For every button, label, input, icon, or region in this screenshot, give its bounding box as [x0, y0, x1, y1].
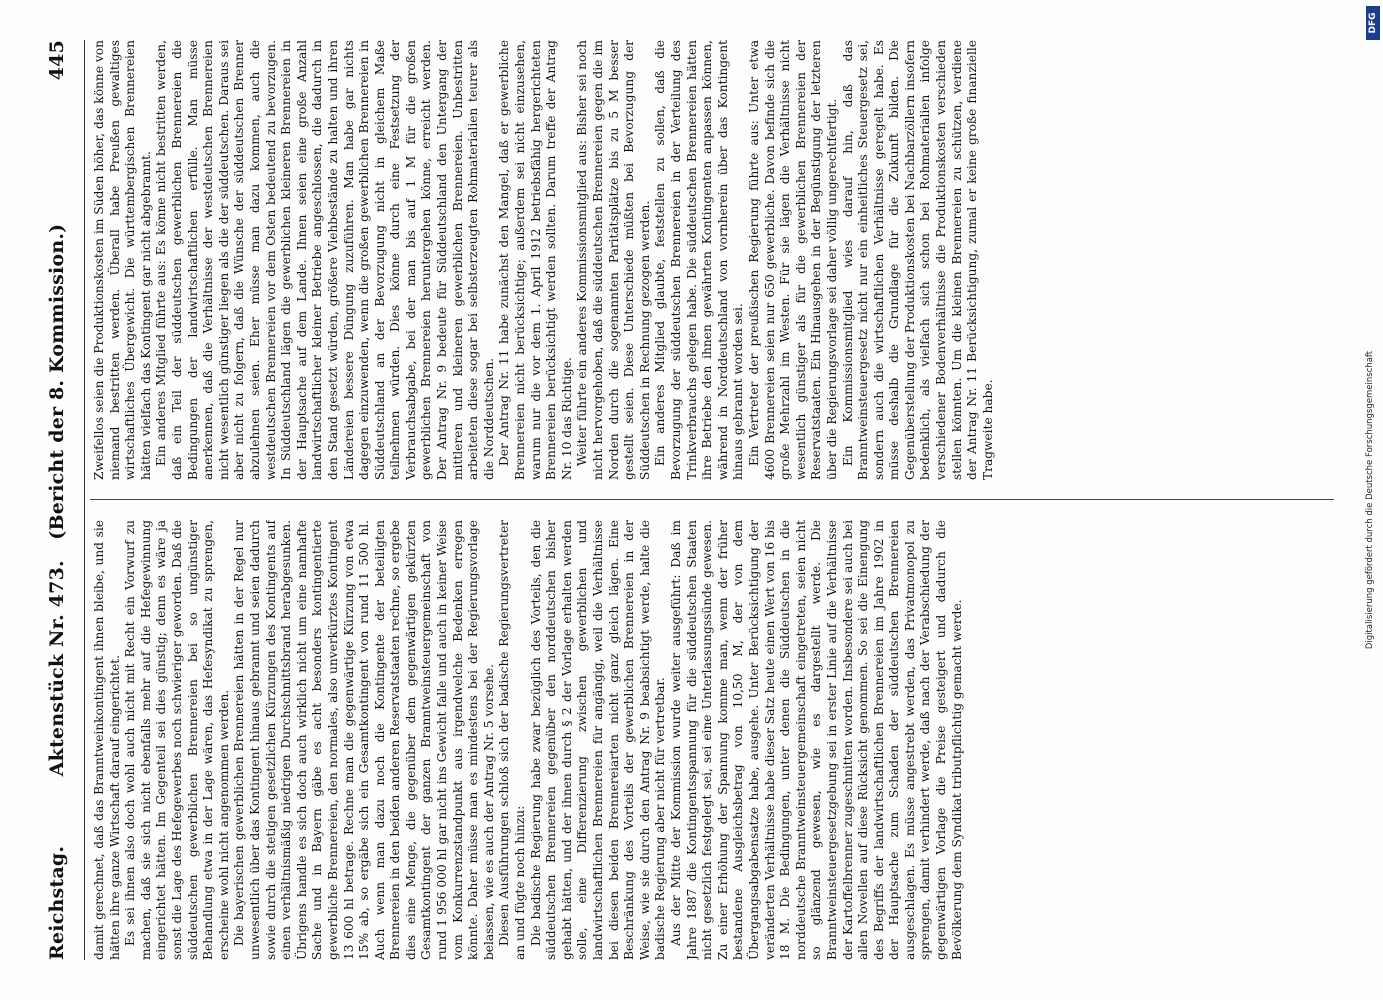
paragraph: Ein anderes Mitglied glaubte, feststellen zu sollen, daß die Bevorzugung der süddeutschen Brennereien in der Verteilung des Trinkverbrauchs gelegen habe. Die süddeutschen Brennereien hätten ihre Betriebe den ihnen gewährten Kontingenten anpassen können, während in Norddeutschland von vornherein über das Kontingent hinaus gebrannt worden sei.	[652, 40, 745, 480]
paragraph: Der Antrag Nr. 11 habe zunächst den Mangel, daß er gewerbliche Brennereien nicht berücksichtige; außerdem sei nicht einzusehen, warum nur die vor dem 1. April 1912 betriebsfähig hergerichteten Brennereien berücksichtigt werden sollten. Darum treffe der Antrag Nr. 10 das Richtige.	[496, 40, 574, 480]
paragraph: Diesen Ausführungen schloß sich der badische Regierungsvertreter an und fügte noch hinzu:	[496, 520, 527, 960]
document-page	[42, 40, 1342, 960]
digitization-note-text: Digitalisierung gefördert durch die Deutsche Forschungsgemeinschaft	[1365, 350, 1375, 650]
paragraph: damit gerechnet, daß das Branntweinkontingent ihnen bleibe, und sie hätten ihre ganze Wirtschaft darauf eingerichtet.	[91, 520, 122, 960]
paragraph: Ein Kommissionsmitglied wies darauf hin, daß das Branntweinsteuergesetz nicht nur ein einheitliches Steuergesetz sei, sondern auch die wirtschaftlichen Verhältnisse geregelt habe. Es müsse deshalb die Grundlage für die Zukunft bilden. Die Gegenüberstellung der Produktionskosten bei Nachbarzöllern insofern bedenklich, als vielfach sich schon bei Rohmaterialien infolge verschiedener Bodenverhältnisse die Produktionskosten verschieden stellen könnten. Um die kleinen Brennereien zu schützen, verdiene der Antrag Nr. 11 Berücksichtigung, zumal er keine große finanzielle Tragweite habe.	[840, 40, 995, 480]
header-aktenstueck	[45, 40, 68, 960]
dfg-logo-text: DFG	[1368, 12, 1378, 34]
digitization-note	[1363, 20, 1377, 980]
right-column	[92, 40, 1342, 480]
header-middle: Aktenstück Nr. 473.	[45, 560, 68, 777]
paragraph: Zweifellos seien die Produktionskosten im Süden höher, das könne von niemand bestritten werden. Überall habe Preußen gewaltiges wirtschaftliches Übergewicht. Die württembergischen Brennereien hätten vielfach das Kontingent gar nicht abgebrannt.	[91, 40, 153, 480]
paragraph: Die badische Regierung habe zwar bezüglich des Vorteils, den die süddeutschen Brennereien gegenüber den norddeutschen bisher gehabt hätten, und der ihnen durch § 2 der Vorlage erhalten werden solle, eine Differenzierung zwischen gewerblichen und landwirtschaftlichen Brennereien für angängig, weil die Verhältnisse bei diesen beiden Brennereiarten nicht ganz gleich lägen. Eine Beschränkung des Vorteils der gewerblichen Brennereien in der Weise, wie sie durch den Antrag Nr. 9 beabsichtigt werde, halte die badische Regierung aber nicht für vertretbar.	[528, 520, 667, 960]
header-bericht: (Bericht der 8. Kommission.)	[45, 223, 68, 540]
page-number: 445	[45, 40, 68, 81]
paragraph: Die bayerischen gewerblichen Brennereien hätten in der Regel nur unwesentlich über das Kontingent hinaus gebrannt und seien dadurch sowie durch die stetigen gesetzlichen Kürzungen des Kontingents auf einen verhältnismäßig niedrigen Durchschnittsbrand herabgesunken. Übrigens handle es sich doch auch wirklich nicht um eine namhafte Sache und in Bayern gäbe es acht besonders kontingentierte gewerbliche Brennereien, den normales, also unverkürztes Kontingent 13 600 hl betrage. Rechne man die gegenwärtige Kürzung von etwa 15% ab, so ergäbe sich ein Gesamtkontingent von rund 11 500 hl. Auch wenn man dazu noch die Kontingente der beteiligten Brennereien in den beiden anderen Reservatstaaten rechne, so ergebe dies eine Menge, die gegenüber dem gegenwärtigen gekürzten Gesamtkontingent der ganzen Branntweinsteuergemeinschaft von rund 1 956 000 hl gar nicht ins Gewicht falle und auch in keiner Weise vom Konkurrenzstandpunkt aus irgendwelche Bedenken erregen könnte. Daher müsse man es mindestens bei der Regierungsvorlage belassen, wie es auch der Antrag Nr. 5 vorsehe.	[231, 520, 496, 960]
running-header	[45, 40, 80, 960]
paragraph: Es sei ihnen also doch wohl auch nicht mit Recht ein Vorwurf zu machen, daß sie sich nicht ebenfalls mehr auf die Hefegewinnung eingerichtet hätten. Im Gegenteil sei dies günstig; denn es wäre ja sonst die Lage des Hefegewerbes noch schwieriger geworden. Daß die süddeutschen gewerblichen Brennereien bei so ungünstiger Behandlung etwa in der Lage wären, das Hefesyndikat zu sprengen, erscheine wohl nicht angenommen werden.	[122, 520, 231, 960]
column-separator	[90, 499, 1334, 500]
header-rule	[84, 40, 85, 960]
header-reichstag: Reichstag.	[45, 845, 68, 960]
paragraph: Ein Vertreter der preußischen Regierung führte aus: Unter etwa 4600 Brennereien seien nur 650 gewerbliche. Davon befinde sich die große Mehrzahl im Westen. Für sie lägen die Verhältnisse nicht wesentlich günstiger als für die gewerblichen Brennereien der Reservatstaaten. Ein Hinausgehen in der Begünstigung der letzteren über die Regierungsvorlage sei daher völlig ungerechtfertigt.	[746, 40, 839, 480]
paragraph: Weiter führte ein anderes Kommissionsmitglied aus: Bisher sei noch nicht hervorgehoben, daß die süddeutschen Brennereien gegen die im Norden durch die sogenannten Paritätsplätze bis zu 5 M besser gestellt seien. Diese Unterschiede müßten bei Bevorzugung der Süddeutschen in Rechnung gezogen werden.	[574, 40, 652, 480]
paragraph: Ein anderes Mitglied führte aus: Es könne nicht bestritten werden, daß ein Teil der süddeutschen gewerblichen Brennereien die Bedingungen der landwirtschaftlichen erfülle. Man müsse anerkennen, daß die Verhältnisse der westdeutschen Brennereien nicht wesentlich günstiger liegen als die der süddeutschen. Daraus sei aber nicht zu folgern, daß die Wünsche der süddeutschen Brenner abzulehnen seien. Eher müsse man dazu kommen, auch die westdeutschen Brennereien vor dem Osten bedeutend zu bevorzugen. In Süddeutschland lägen die gewerblichen kleineren Brennereien in der Hauptsache auf dem Lande. Ihnen seien eine große Anzahl landwirtschaftlicher kleiner Betriebe angeschlossen, die dadurch in den Stand gesetzt würden, größere Viehbestände zu halten und ihren Ländereien bessere Düngung zuzuführen. Man habe gar nichts dagegen einzuwenden, wenn die großen gewerblichen Brennereien in Süddeutschland an der Bevorzugung nicht in gleichem Maße teilnehmen würden. Dies könne durch eine Festsetzung der Verbrauchsabgabe, bei der man bis auf 1 M für die großen gewerblichen Brennereien heruntergehen könne, erreicht werden. Der Antrag Nr. 9 bedeute für Süddeutschland den Untergang der mittleren und kleineren gewerblichen Brennereien. Unbestritten arbeiteten diese sogar bei selbsterzeugten Rohmaterialien teurer als die Norddeutschen.	[153, 40, 496, 480]
left-column	[92, 520, 1342, 960]
paragraph: Aus der Mitte der Kommission wurde weiter ausgeführt: Daß im Jahre 1887 die Kontingentsspannung für die süddeutschen Staaten nicht gesetzlich festgelegt sei, sei eine Unterlassungssünde gewesen. Zu einer Erhöhung der Spannung komme man, wenn der früher bestandene Ausgleichsbetrag von 10,50 M, der von dem Übergangsabgabensatze habe, ausgehe. Unter Berücksichtigung der veränderten Verhältnisse habe dieser Satz heute einen Wert von 16 bis 18 M. Die Bedingungen, unter denen die Süddeutschen in die norddeutsche Branntweinsteuergemeinschaft eingetreten, seien nicht so glänzend gewesen, wie es dargestellt werde. Die Branntweinsteuergesetzgebung sei in erster Linie auf die Verhältnisse der Kartoffelbrenner zugeschnitten worden. Insbesondere sei auch bei allen Novellen auf diese Rücksicht genommen. So sei die Einengung des Begriffs der landwirtschaftlichen Brennereien im Jahre 1902 in der Hauptsache zum Schaden der süddeutschen Brennereien ausgeschlagen. Es müsse angestrebt werden, das Privatmonopol zu sprengen, damit verhindert werde, daß nach der Verabschiedung der gegenwärtigen Vorlage die Preise gesteigert und dadurch die Bevölkerung dem Syndikat tributpflichtig gemacht werde.	[668, 520, 964, 960]
